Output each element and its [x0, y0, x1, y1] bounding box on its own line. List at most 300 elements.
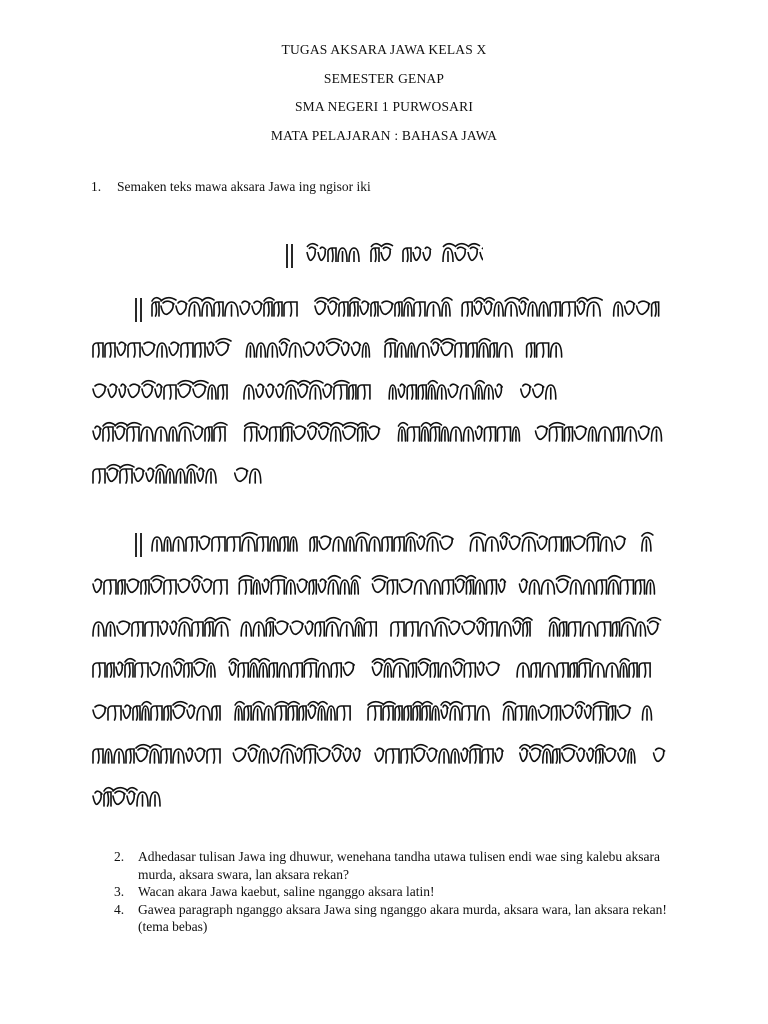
javanese-line	[91, 653, 667, 689]
javanese-glyph	[142, 381, 155, 398]
javanese-glyph	[541, 580, 554, 594]
javanese-glyph	[533, 384, 544, 397]
javanese-glyph	[353, 748, 360, 761]
javanese-glyph	[141, 427, 153, 441]
javanese-glyph	[550, 302, 560, 316]
javanese-glyph	[513, 618, 523, 635]
javanese-glyph	[529, 580, 539, 594]
javanese-glyph	[307, 244, 318, 261]
javanese-glyph	[628, 749, 635, 763]
javanese-glyph	[108, 384, 117, 397]
javanese-glyph	[440, 536, 453, 549]
javanese-glyph	[474, 298, 484, 315]
javanese-glyph	[93, 426, 101, 439]
javanese-glyph	[450, 702, 462, 720]
javanese-glyph	[503, 702, 515, 720]
javanese-glyph	[233, 748, 246, 761]
javanese-glyph	[485, 537, 498, 551]
javanese-glyph	[398, 384, 405, 397]
javanese-glyph	[494, 302, 503, 316]
javanese-glyph	[134, 468, 144, 481]
javanese-glyph	[128, 343, 140, 357]
javanese-glyph	[202, 579, 212, 592]
javanese-glyph	[332, 745, 343, 762]
javanese-glyph	[179, 423, 193, 441]
question-text: Gawea paragraph nganggo aksara Jawa sing nganggo akara murda, aksara wara, lan aksara rekan! (tema bebas)	[138, 901, 667, 934]
javanese-glyph	[104, 788, 113, 806]
javanese-glyph	[462, 302, 472, 316]
header-title: TUGAS AKSARA JAWA KELAS X	[281, 42, 487, 57]
javanese-glyph	[600, 537, 612, 551]
javanese-glyph	[654, 748, 665, 761]
javanese-glyph	[397, 343, 406, 357]
javanese-glyph	[455, 244, 468, 261]
javanese-glyph	[178, 579, 190, 592]
javanese-glyph	[486, 622, 497, 636]
javanese-glyph	[464, 663, 475, 677]
javanese-glyph	[443, 244, 455, 262]
javanese-glyph	[93, 663, 105, 677]
javanese-glyph	[216, 339, 231, 356]
javanese-glyph	[286, 381, 298, 399]
javanese-glyph	[406, 533, 417, 551]
javanese-glyph	[482, 749, 493, 763]
javanese-glyph	[186, 537, 197, 551]
javanese-glyph	[319, 536, 331, 549]
javanese-glyph	[613, 622, 620, 636]
javanese-glyph	[593, 702, 608, 720]
javanese-glyph	[269, 663, 277, 677]
javanese-glyph	[328, 576, 340, 594]
javanese-glyph	[519, 298, 528, 315]
javanese-glyph	[179, 618, 192, 636]
javanese-glyph	[455, 576, 466, 593]
javanese-glyph	[652, 302, 659, 316]
javanese-glyph	[127, 579, 139, 592]
javanese-glyph	[152, 537, 162, 551]
javanese-glyph	[275, 702, 288, 720]
javanese-glyph	[362, 343, 369, 357]
javanese-glyph	[384, 659, 393, 677]
javanese-glyph	[551, 706, 560, 720]
javanese-glyph	[266, 618, 275, 636]
javanese-glyph	[517, 663, 529, 677]
javanese-title	[283, 238, 483, 274]
javanese-glyph	[629, 663, 637, 677]
header-subject: MATA PELAJARAN : BAHASA JAWA	[270, 127, 498, 143]
javanese-glyph	[215, 618, 230, 636]
javanese-glyph	[164, 706, 171, 720]
javanese-glyph	[380, 301, 393, 314]
javanese-glyph	[537, 343, 549, 357]
javanese-glyph	[173, 537, 184, 551]
javanese-glyph	[338, 248, 347, 262]
javanese-glyph	[299, 706, 306, 720]
question-list	[114, 848, 674, 936]
javanese-glyph	[266, 384, 274, 397]
javanese-glyph	[199, 536, 210, 549]
javanese-glyph	[252, 301, 262, 314]
javanese-glyph	[479, 339, 490, 357]
javanese-glyph	[303, 342, 314, 355]
javanese-glyph	[328, 248, 336, 262]
javanese-glyph	[418, 659, 430, 676]
javanese-line	[91, 375, 569, 411]
javanese-glyph	[417, 343, 429, 357]
javanese-glyph	[570, 663, 577, 677]
javanese-glyph	[315, 622, 324, 636]
javanese-glyph	[176, 469, 185, 483]
javanese-glyph	[323, 384, 332, 397]
javanese-glyph	[294, 426, 306, 439]
javanese-glyph	[259, 426, 268, 439]
javanese-glyph	[462, 621, 475, 634]
javanese-glyph	[333, 537, 344, 551]
javanese-glyph	[648, 618, 661, 635]
javanese-glyph	[173, 749, 184, 763]
javanese-glyph	[637, 301, 650, 314]
javanese-glyph	[538, 705, 549, 718]
javanese-glyph	[305, 621, 313, 634]
javanese-glyph	[280, 537, 288, 551]
javanese-glyph	[256, 343, 265, 357]
javanese-glyph	[539, 302, 548, 316]
javanese-glyph	[259, 659, 269, 677]
javanese-glyph	[414, 580, 427, 594]
javanese-glyph	[435, 618, 449, 636]
javanese-glyph	[133, 706, 140, 720]
javanese-glyph	[253, 580, 260, 594]
javanese-glyph	[205, 427, 212, 441]
javanese-glyph	[408, 663, 416, 677]
javanese-glyph	[295, 748, 302, 761]
javanese-line	[134, 527, 664, 563]
javanese-glyph	[256, 384, 264, 397]
javanese-glyph	[315, 298, 328, 315]
javanese-glyph	[318, 663, 329, 677]
javanese-glyph	[399, 579, 412, 592]
javanese-glyph	[417, 536, 425, 549]
javanese-glyph	[326, 618, 340, 636]
javanese-glyph	[579, 659, 592, 677]
javanese-glyph	[115, 423, 127, 440]
javanese-glyph	[407, 427, 419, 441]
javanese-glyph	[351, 576, 360, 594]
javanese-glyph	[389, 385, 396, 399]
javanese-glyph	[620, 659, 629, 677]
javanese-glyph	[208, 385, 216, 399]
javanese-glyph	[635, 580, 644, 594]
javanese-glyph	[468, 244, 480, 261]
javanese-glyph	[442, 580, 453, 594]
javanese-glyph	[477, 706, 489, 720]
javanese-glyph	[614, 536, 625, 549]
javanese-glyph	[169, 427, 177, 441]
javanese-glyph	[535, 426, 547, 439]
javanese-glyph	[270, 537, 278, 551]
javanese-glyph	[142, 342, 155, 355]
javanese-glyph	[341, 342, 349, 355]
javanese-glyph	[509, 536, 520, 549]
javanese-glyph	[638, 426, 649, 439]
javanese-glyph	[453, 659, 464, 676]
javanese-glyph	[636, 622, 646, 636]
document-header	[0, 36, 768, 150]
javanese-glyph	[500, 533, 509, 550]
javanese-glyph	[569, 622, 581, 636]
javanese-glyph	[441, 427, 448, 441]
javanese-glyph	[427, 533, 440, 551]
javanese-glyph	[155, 384, 162, 397]
javanese-glyph	[192, 576, 202, 593]
javanese-glyph	[499, 343, 512, 357]
javanese-line	[134, 292, 664, 328]
javanese-glyph	[195, 748, 205, 761]
javanese-glyph	[642, 533, 653, 551]
javanese-glyph	[428, 381, 437, 399]
javanese-glyph	[484, 385, 493, 399]
javanese-glyph	[331, 663, 341, 677]
javanese-glyph	[262, 579, 269, 592]
javanese-glyph	[537, 536, 547, 549]
javanese-glyph	[531, 663, 540, 677]
javanese-glyph	[451, 749, 459, 763]
javanese-glyph	[104, 580, 116, 594]
javanese-glyph	[398, 423, 407, 441]
javanese-glyph	[403, 248, 411, 262]
javanese-glyph	[550, 618, 560, 636]
javanese-glyph	[355, 618, 364, 636]
javanese-glyph	[651, 427, 661, 441]
javanese-line	[91, 417, 667, 453]
javanese-glyph	[528, 706, 536, 720]
javanese-glyph	[212, 706, 220, 720]
javanese-glyph	[173, 702, 187, 719]
javanese-glyph	[240, 301, 250, 314]
javanese-glyph	[193, 426, 203, 439]
javanese-glyph	[160, 621, 168, 634]
javanese-glyph	[339, 302, 348, 316]
javanese-glyph	[430, 423, 441, 441]
javanese-glyph	[437, 385, 446, 399]
javanese-glyph	[497, 427, 510, 441]
javanese-glyph	[317, 748, 330, 761]
javanese-glyph	[430, 663, 438, 677]
javanese-glyph	[490, 343, 497, 357]
javanese-glyph	[468, 343, 477, 357]
javanese-glyph	[522, 533, 537, 551]
javanese-glyph	[212, 537, 225, 551]
javanese-glyph	[381, 244, 393, 261]
javanese-glyph	[123, 705, 131, 718]
javanese-glyph	[113, 788, 127, 805]
javanese-glyph	[560, 622, 567, 636]
javanese-glyph	[643, 706, 652, 720]
javanese-glyph	[343, 662, 354, 675]
javanese-glyph	[107, 663, 114, 677]
javanese-glyph	[206, 469, 216, 483]
javanese-glyph	[477, 618, 486, 635]
javanese-glyph	[331, 423, 343, 441]
javanese-glyph	[284, 302, 297, 316]
javanese-glyph	[337, 706, 350, 720]
javanese-glyph	[521, 384, 531, 397]
javanese-glyph	[421, 423, 430, 441]
javanese-glyph	[193, 381, 208, 398]
javanese-glyph	[242, 533, 257, 551]
javanese-glyph	[577, 748, 585, 761]
javanese-glyph	[274, 302, 282, 316]
javanese-glyph	[620, 580, 633, 594]
javanese-glyph	[449, 621, 460, 634]
javanese-glyph	[264, 706, 273, 720]
javanese-line	[91, 739, 669, 775]
javanese-glyph	[395, 706, 402, 720]
javanese-glyph	[281, 745, 295, 763]
javanese-glyph	[587, 298, 602, 316]
javanese-glyph	[556, 576, 570, 593]
javanese-glyph	[572, 536, 585, 549]
javanese-glyph	[608, 706, 615, 720]
javanese-glyph	[151, 706, 162, 720]
javanese-glyph	[587, 533, 600, 551]
header-semester: SEMESTER GENAP	[323, 70, 445, 86]
javanese-glyph	[577, 298, 587, 315]
javanese-glyph	[413, 702, 422, 720]
javanese-glyph	[598, 427, 611, 441]
javanese-glyph	[441, 702, 450, 719]
javanese-glyph	[395, 302, 402, 316]
javanese-glyph	[264, 298, 274, 316]
javanese-glyph	[279, 339, 289, 356]
javanese-glyph	[170, 621, 177, 634]
javanese-glyph	[455, 343, 466, 357]
javanese-glyph	[227, 537, 240, 551]
javanese-glyph	[93, 384, 106, 397]
javanese-glyph	[646, 580, 654, 594]
javanese-glyph	[106, 622, 115, 636]
javanese-glyph	[372, 576, 387, 593]
javanese-glyph	[349, 385, 356, 399]
javanese-glyph	[93, 343, 103, 357]
javanese-glyph	[368, 426, 380, 439]
javanese-glyph	[523, 618, 532, 636]
javanese-glyph	[608, 576, 620, 594]
question-text: Adhedasar tulisan Jawa ing dhuwur, wenehana tandha utawa tulisen endi wae sing kalebu aksara murda, aksara swara, lan aksara rekan?	[138, 849, 661, 882]
header-school: SMA NEGERI 1 PURWOSARI	[294, 99, 474, 114]
javanese-glyph	[564, 427, 572, 441]
javanese-glyph	[614, 302, 623, 316]
javanese-glyph	[588, 427, 596, 441]
javanese-glyph	[257, 537, 268, 551]
javanese-glyph	[141, 580, 149, 594]
question-number: 2.	[114, 849, 125, 864]
javanese-glyph	[146, 468, 154, 481]
javanese-glyph	[360, 301, 369, 314]
javanese-glyph	[340, 580, 349, 594]
javanese-glyph	[136, 745, 150, 762]
javanese-glyph	[613, 427, 622, 441]
javanese-glyph	[562, 705, 573, 718]
javanese-glyph	[358, 423, 368, 441]
javanese-glyph	[157, 343, 167, 357]
javanese-glyph	[484, 427, 495, 441]
javanese-glyph	[197, 468, 204, 481]
javanese-glyph	[245, 423, 259, 441]
javanese-glyph	[383, 702, 395, 720]
javanese-glyph	[618, 748, 626, 761]
javanese-glyph	[382, 537, 392, 551]
javanese-glyph	[386, 749, 399, 763]
javanese-glyph	[207, 749, 220, 763]
javanese-glyph	[218, 385, 227, 399]
javanese-glyph	[404, 298, 414, 316]
javanese-glyph	[439, 749, 449, 763]
javanese-glyph	[596, 580, 606, 594]
javanese-glyph	[189, 298, 202, 316]
javanese-glyph	[235, 468, 248, 481]
javanese-glyph	[368, 702, 383, 720]
javanese-glyph	[169, 342, 179, 355]
javanese-glyph	[515, 706, 526, 720]
javanese-glyph	[117, 621, 130, 634]
javanese-glyph	[310, 537, 317, 551]
javanese-glyph	[475, 580, 484, 594]
javanese-glyph	[606, 663, 618, 677]
javanese-glyph	[184, 663, 192, 677]
javanese-glyph	[120, 465, 134, 483]
javanese-glyph	[575, 702, 584, 719]
javanese-glyph	[93, 622, 104, 636]
question-text: Wacan akara Jawa kaebut, saline nganggo aksara latin!	[138, 884, 435, 899]
javanese-glyph	[562, 302, 575, 316]
javanese-glyph	[126, 749, 134, 763]
question-item	[114, 848, 674, 883]
javanese-glyph	[427, 302, 440, 316]
javanese-glyph	[546, 385, 556, 399]
javanese-glyph	[327, 706, 335, 720]
javanese-glyph	[414, 745, 427, 762]
javanese-glyph	[372, 659, 384, 676]
javanese-glyph	[145, 622, 158, 636]
javanese-glyph	[103, 423, 115, 441]
javanese-glyph	[283, 423, 294, 441]
javanese-glyph	[375, 748, 384, 761]
javanese-glyph	[253, 702, 264, 720]
javanese-glyph	[186, 748, 193, 761]
javanese-line	[91, 612, 667, 648]
javanese-glyph	[420, 622, 433, 636]
javanese-glyph	[271, 576, 286, 594]
javanese-glyph	[442, 298, 452, 316]
javanese-glyph	[596, 745, 605, 763]
javanese-glyph	[356, 533, 369, 551]
javanese-glyph	[135, 663, 148, 677]
javanese-glyph	[238, 663, 248, 677]
javanese-glyph	[309, 580, 316, 594]
javanese-glyph	[350, 298, 360, 316]
javanese-glyph	[290, 537, 297, 551]
javanese-glyph	[127, 788, 137, 805]
javanese-glyph	[371, 244, 381, 262]
javanese-glyph	[520, 745, 530, 762]
javanese-glyph	[461, 748, 468, 761]
javanese-glyph	[334, 381, 349, 399]
javanese-glyph	[498, 579, 505, 592]
javanese-glyph	[289, 343, 301, 357]
javanese-glyph	[427, 748, 437, 761]
javanese-glyph	[181, 343, 193, 357]
